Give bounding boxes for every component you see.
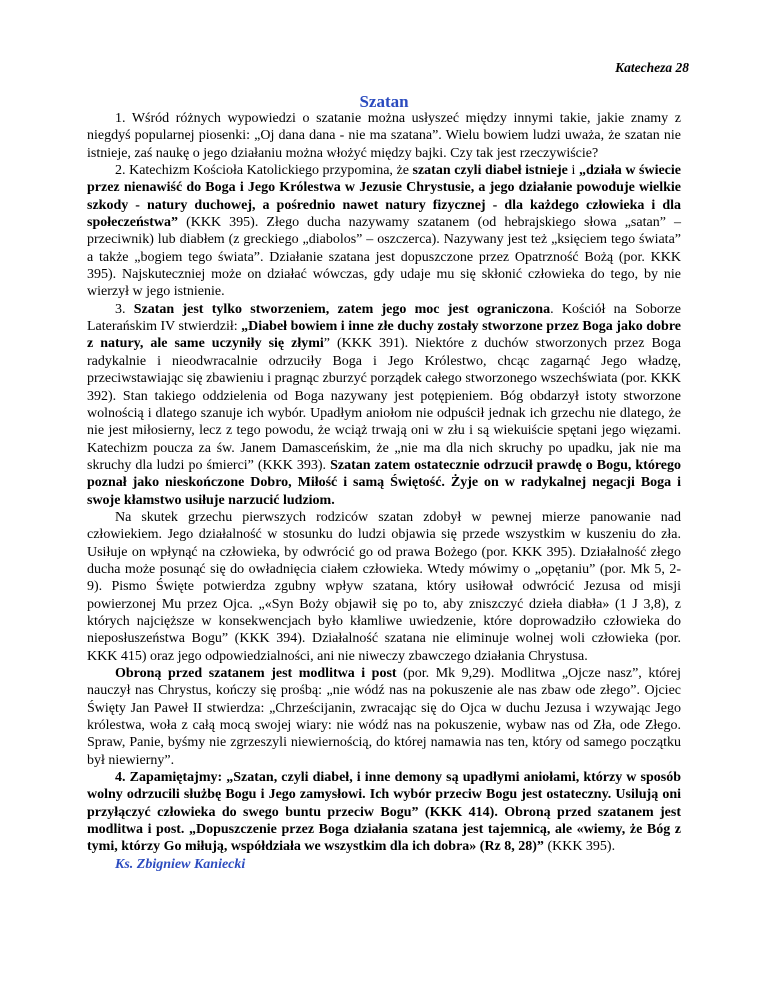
paragraph-2-bold-b: szatan czyli diabeł istnieje <box>412 163 568 179</box>
paragraph-6-text-b: (KKK 395). <box>543 839 616 855</box>
paragraph-5 <box>87 665 681 769</box>
paragraph-2-bold-d: „działa w świecie przez nienawiść do Boga i Jego Królestwa w Jezusie Chrystusie, a jego działanie powoduje wielkie szkody - natury duchowej, a pośrednio nawet natury fizycznej - dla każdego człowieka i dla społeczeństwa” <box>87 163 682 231</box>
paragraph-6-bold-a: 4. Zapamiętajmy: „Szatan, czyli diabeł, i inne demony są upadłymi aniołami, którzy w sposób wolny odrzucili służbę Bogu i Jego zamysłowi. Ich wybór przeciw Bogu jest ostateczny. Usilują oni przyłączyć człowieka do swego buntu przeciw Bogu” (KKK 414). Obroną przed szatanem jest modlitwa i post. „Dopuszczenie przez Boga działania szatana jest tajemnicą, ale «wiemy, że Bóg z tymi, którzy Go miłują, współdziała we wszystkim dla ich dobra» (Rz 8, 28)” <box>87 770 681 855</box>
paragraph-5-bold-a: Obroną przed szatanem jest modlitwa i post <box>115 666 397 681</box>
author-signature: Ks. Zbigniew Kaniecki <box>115 856 246 872</box>
paragraph-6 <box>87 769 681 856</box>
page-header: Katecheza 28 <box>615 60 689 75</box>
paragraph-3-text-e: ” (KKK 391). Niektóre z duchów stworzonych przez Boga radykalnie i nieodwracalnie odrzuciły Boga i Jego Królestwo, chcąc zagarnąć Jego władzę, przeciwstawiając się zbawieniu i pragnąc zburzyć porządek całego stworzonego wszechświata (por. KKK 392). Stan takiego oddzielenia od Boga nazywany jest potępieniem. Bóg obdarzył istoty stworzone wolnością i dlatego szanuje ich wybór. Upadłym aniołom nie odpuścił jednak ich grzechu nie dlatego, że nie jest miłosierny, lecz z tego powodu, że wciąż trwają oni w złu i są wiekuiście spętani jego więzami. Katechizm poucza za św. Janem Damasceńskim, że „nie ma dla nich skruchy po upadku, jak nie ma skruchy dla ludzi po śmierci” (KKK 393). <box>87 336 681 473</box>
paragraph-3-bold-b: Szatan jest tylko stworzeniem, zatem jego moc jest ograniczona <box>133 301 551 317</box>
paragraph-2 <box>87 162 681 301</box>
paragraph-3-bold-f: Szatan zatem ostatecznie odrzucił prawdę o Bogu, którego poznał jako nieskończone Dobro, Miłość i samą Świętość. Żyje on w radykalnej negacji Boga i swoje kłamstwo usiłuje narzucić ludziom. <box>87 457 682 508</box>
paragraph-3-bold-d: „Diabeł bowiem i inne złe duchy zostały stworzone przez Boga jako dobre z natury, ale same uczyniły się złymi <box>87 319 681 352</box>
paragraph-3-text-a: 3. <box>115 301 134 317</box>
document-body <box>87 110 681 873</box>
paragraph-4: Na skutek grzechu pierwszych rodziców szatan zdobył w pewnej mierze panowanie nad człowiekiem. Jego działalność w stosunku do ludzi objawia się przede wszystkim w kuszeniu do zła. Usiłuje on wpłynąć na człowieka, by odwrócić go od prawa Bożego (por. KKK 395). Działalność złego ducha może posunąć się do owładnięcia ciałem człowieka. Wtedy mówimy o „opętaniu” (por. Mk 5, 2-9). Pismo Święte potwierdza zgubny wpływ szatana, który usiłował odwrócić Jezusa od misji powierzonej Mu przez Ojca. „«Syn Boży objawił się po to, aby zniszczyć dzieła diabła» (1 J 3,8), z których najcięższe w konsekwencjach było kłamliwe uwiedzenie, które doprowadziło człowieka do nieposłuszeństwa Bogu” (KKK 394). Działalność szatana nie eliminuje wolnej woli człowieka (por. KKK 415) oraz jego odpowiedzialności, ani nie niweczy zbawczego działania Chrystusa. <box>87 509 681 664</box>
paragraph-1: 1. Wśród różnych wypowiedzi o szatanie można usłyszeć między innymi takie, jakie znamy z niegdyś popularnej piosenki: „Oj dana dana - nie ma szatana”. Wielu bowiem ludzi uważa, że szatan nie istnieje, zaś naukę o jego działaniu można włożyć między bajki. Czy tak jest rzeczywiście? <box>87 111 681 161</box>
paragraph-2-text-a: 2. Katechizm Kościoła Katolickiego przypomina, że <box>115 163 413 179</box>
document-title: Szatan <box>359 92 409 111</box>
paragraph-2-text-e: (KKK 395). Złego ducha nazywamy szatanem (od hebrajskiego słowa „satan” – przeciwnik) lub diabłem (z greckiego „diabolos” – oszczerca). Nazywany jest też „księciem tego świata” a także „bogiem tego świata”. Działanie szatana jest dopuszczone przez Opatrzność Bożą (por. KKK 395). Najskuteczniej może on działać wówczas, gdy udaje mu się skłonić człowieka do tego, by nie wierzył w jego istnienie. <box>87 215 681 300</box>
paragraph-2-text-c: i <box>567 163 579 179</box>
paragraph-5-text-b: (por. Mk 9,29). Modlitwa „Ojcze nasz”, której nauczył nas Chrystus, kończy się prośbą: „nie wódź nas na pokuszenie ale nas zbaw ode złego”. Ojciec Święty Jan Paweł II stwierdza: „Chrześcijanin, zwracając się do Ojca w duchu Jezusa i wzywając Jego królestwa, woła z całą mocą swojej wiary: nie wódź nas na pokuszenie, wybaw nas od Zła, ode Złego. Spraw, Panie, byśmy nie zgrzeszyli niewiernością, do której namawia nas ten, który od samego początku był niewierny”. <box>87 666 681 768</box>
paragraph-3-text-c: . Kościół na Soborze Laterańskim IV stwierdził: <box>87 301 682 335</box>
paragraph-3 <box>87 301 681 509</box>
